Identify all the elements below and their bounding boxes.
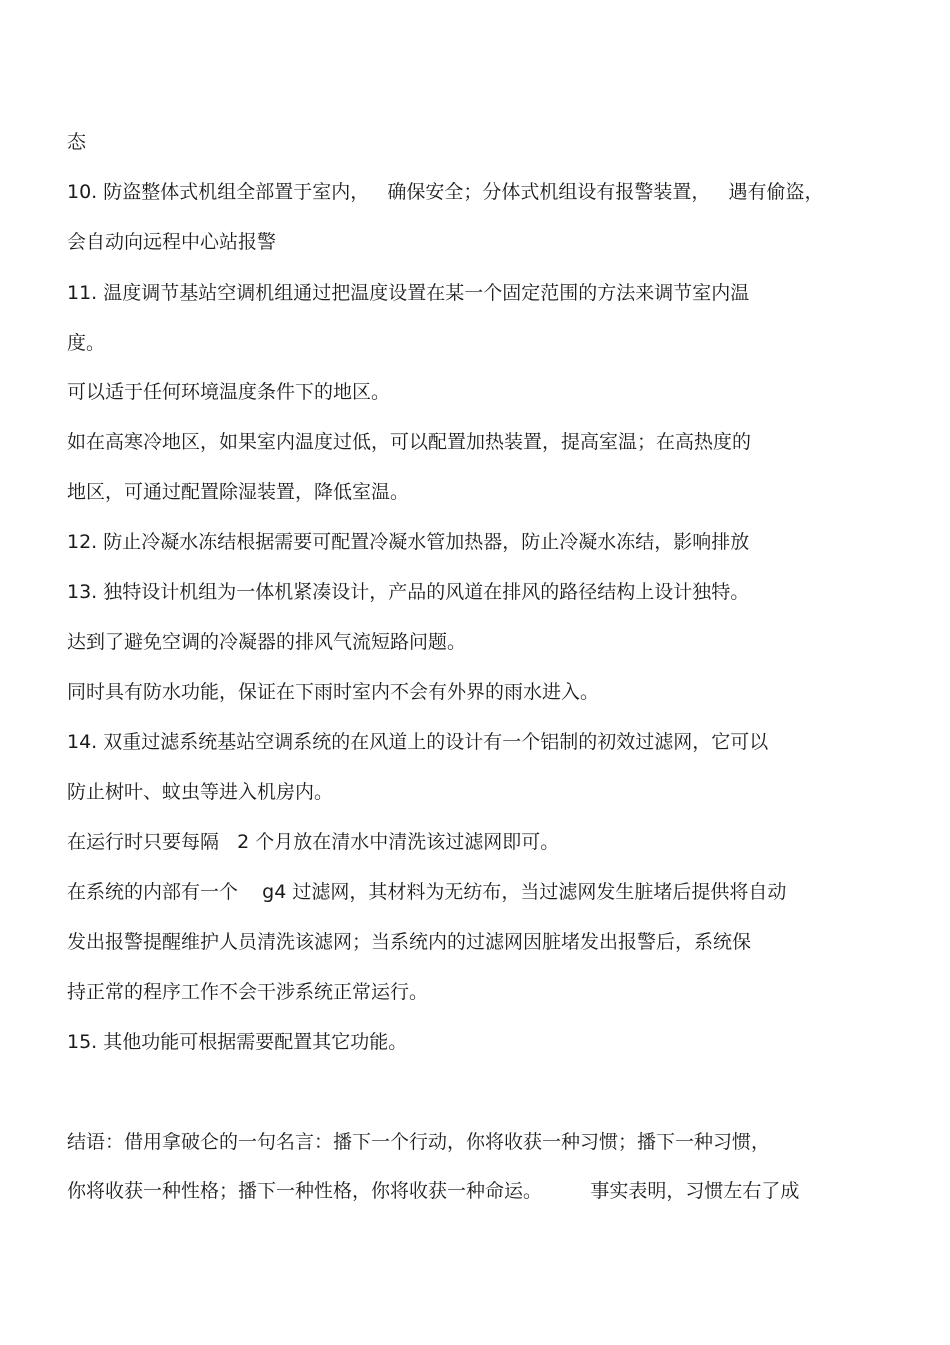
text-line-12: 同时具有防水功能，保证在下雨时室内不会有外界的雨水进入。 xyxy=(67,681,600,703)
text-line-11: 达到了避免空调的冷凝器的排风气流短路问题。 xyxy=(67,631,467,653)
text-line-3: 会自动向远程中心站报警 xyxy=(67,231,277,253)
text-line-21: 你将收获一种性格；播下一种性格，你将收获一种命运。 事实表明，习惯左右了成 xyxy=(67,1180,800,1202)
text-line-5: 度。 xyxy=(67,332,106,354)
text-line-4: 11. 温度调节基站空调机组通过把温度设置在某一个固定范围的方法来调节室内温 xyxy=(67,282,750,304)
text-line-6: 可以适于任何环境温度条件下的地区。 xyxy=(67,381,391,403)
text-line-20: 结语：借用拿破仑的一句名言：播下一个行动，你将收获一种习惯；播下一种习惯， xyxy=(67,1131,771,1153)
text-line-9: 12. 防止冷凝水冻结根据需要可配置冷凝水管加热器，防止冷凝水冻结，影响排放 xyxy=(67,531,750,553)
text-line-8: 地区，可通过配置除湿装置，降低室温。 xyxy=(67,481,410,503)
text-line-16: 在系统的内部有一个 g4 过滤网，其材料为无纺布，当过滤网发生脏堵后提供将自动 xyxy=(67,881,787,903)
text-line-14: 防止树叶、蚊虫等进入机房内。 xyxy=(67,781,334,803)
text-line-18: 持正常的程序工作不会干涉系统正常运行。 xyxy=(67,981,429,1003)
text-line-10: 13. 独特设计机组为一体机紧凑设计，产品的风道在排风的路径结构上设计独特。 xyxy=(67,581,750,603)
text-line-2: 10. 防盗整体式机组全部置于室内， 确保安全；分体式机组设有报警装置， 遇有偷盗， xyxy=(67,181,824,203)
text-line-7: 如在高寒冷地区，如果室内温度过低，可以配置加热装置，提高室温；在高热度的 xyxy=(67,431,752,453)
text-line-13: 14. 双重过滤系统基站空调系统的在风道上的设计有一个铝制的初效过滤网，它可以 xyxy=(67,731,769,753)
text-line-19: 15. 其他功能可根据需要配置其它功能。 xyxy=(67,1031,408,1053)
text-line-1: 态 xyxy=(67,131,87,153)
text-line-15: 在运行时只要每隔 2 个月放在清水中清洗该过滤网即可。 xyxy=(67,831,560,853)
text-line-17: 发出报警提醒维护人员清洗该滤网；当系统内的过滤网因脏堵发出报警后，系统保 xyxy=(67,931,752,953)
